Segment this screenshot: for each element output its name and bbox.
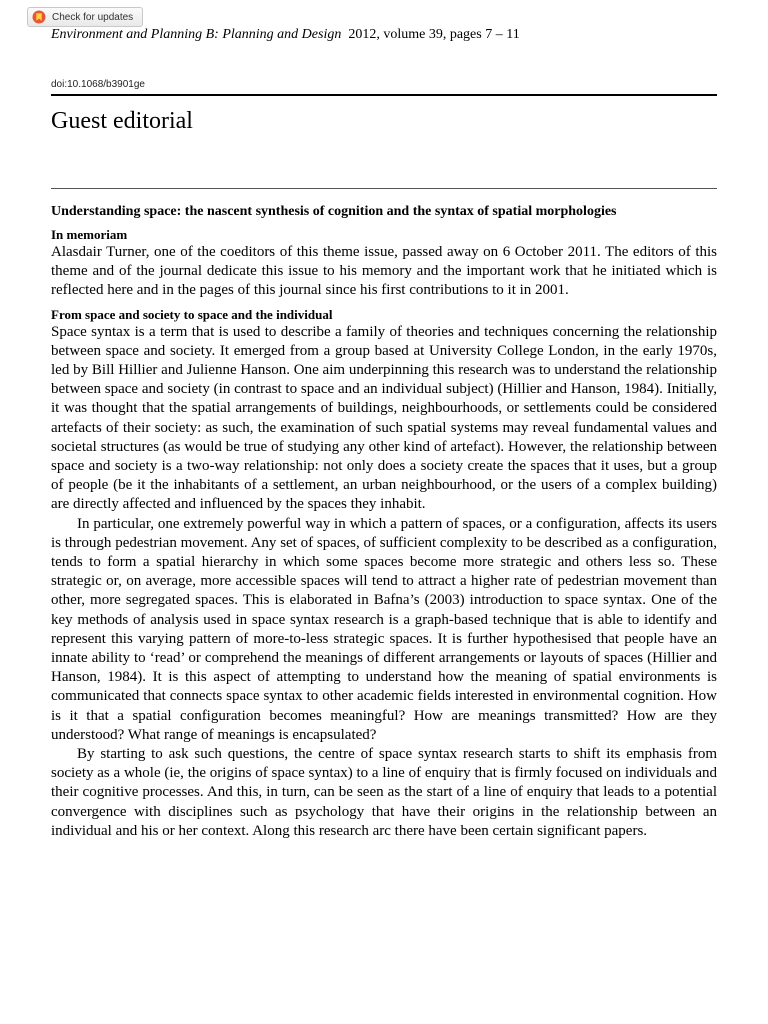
paragraph-cognitive-shift: By starting to ask such questions, the centre of space syntax research starts to shift its emphasis from society as a whole (ie, the origins of space syntax) to a line of enquiry that is firmly focused on individuals and their cognitive processes. And this, in turn, can be seen as the start of a line of enquiry that leads to a potential convergence with disciplines such as psychology that have their origins in the relationship between an individual and his or her context. Along this research arc there have been certain significant papers. [51,746,717,839]
journal-volume-info: 2012, volume 39, pages 7 – 11 [348,27,520,42]
section-heading-space-and-individual: From space and society to space and the individual [51,306,333,322]
paragraph-space-syntax: Space syntax is a term that is used to describe a family of theories and techniques concerning the relationship between space and society. It emerged from a group based at University College London, in the early 1970s, led by Bill Hillier and Julienne Hanson. One aim underpinning this research was to understand the relationship between space and society (in contrast to space and an individual subject) (Hillier and Hanson, 1984). Initially, it was thought that the spatial arrangements of buildings, neighbourhoods, or settlements could be considered artefacts of their society: as such, the examination of such spatial systems may reveal fundamental values and societal structures (as would be true of studying any other kind of artefact). However, the relationship between space and society is a two-way relationship: not only does a society create the spaces that it uses, but a group of people (be it the inhabitants of a settlement, an urban neighbourhood, or the users of a complex building) are directly affected and influenced by the spaces they inhabit. [51,323,717,513]
check-for-updates-button[interactable] [27,7,143,27]
article-type-heading: Guest editorial [51,108,193,134]
paragraph-pedestrian-movement: In particular, one extremely powerful way in which a pattern of spaces, or a configuration, affects its users is through pedestrian movement. Any set of spaces, of sufficient complexity to be described as a configuration, tends to form a spatial hierarchy in which some spaces become more strategic and others less so. These strategic or, on average, more accessible spaces will tend to attract a higher rate of pedestrian movement than other, more segregated spaces. This is elaborated in Bafna’s (2003) introduction to space syntax. One of the key methods of analysis used in space syntax research is a graph-based technique that is able to identify and represent this varying pattern of more-to-less strategic spaces. It is further hypothesised that people have an innate ability to ‘read’ or comprehend the meanings of different arrangements or layouts of spaces (Hillier and Hanson, 1984). It is this aspect of attempting to understand how the meaning of spatial environments is communicated that connects space syntax to other academic fields interested in environmental cognition. How is it that a spatial configuration becomes meaningful? How are meanings transmitted? How are they understood? What range of meanings is encapsulated? [51,515,717,743]
paragraph-memoriam: Alasdair Turner, one of the coeditors of this theme issue, passed away on 6 October 2011. The editors of this theme and of the journal dedicate this issue to his memory and the important work that he initiated which is reflected here and in the pages of this journal since his first contributions to it in 2001. [51,244,717,299]
section-heading-in-memoriam: In memoriam [51,227,128,242]
journal-citation [51,27,520,43]
journal-name: Environment and Planning B: Planning and Design [51,27,342,42]
check-for-updates-label: Check for updates [52,11,134,23]
crossmark-icon [32,10,46,24]
title-divider [51,188,717,189]
article-body [51,202,717,841]
doi: doi:10.1068/b3901ge [51,79,145,90]
header-divider [51,94,717,96]
article-title: Understanding space: the nascent synthesis of cognition and the syntax of spatial morphologies [51,204,617,219]
